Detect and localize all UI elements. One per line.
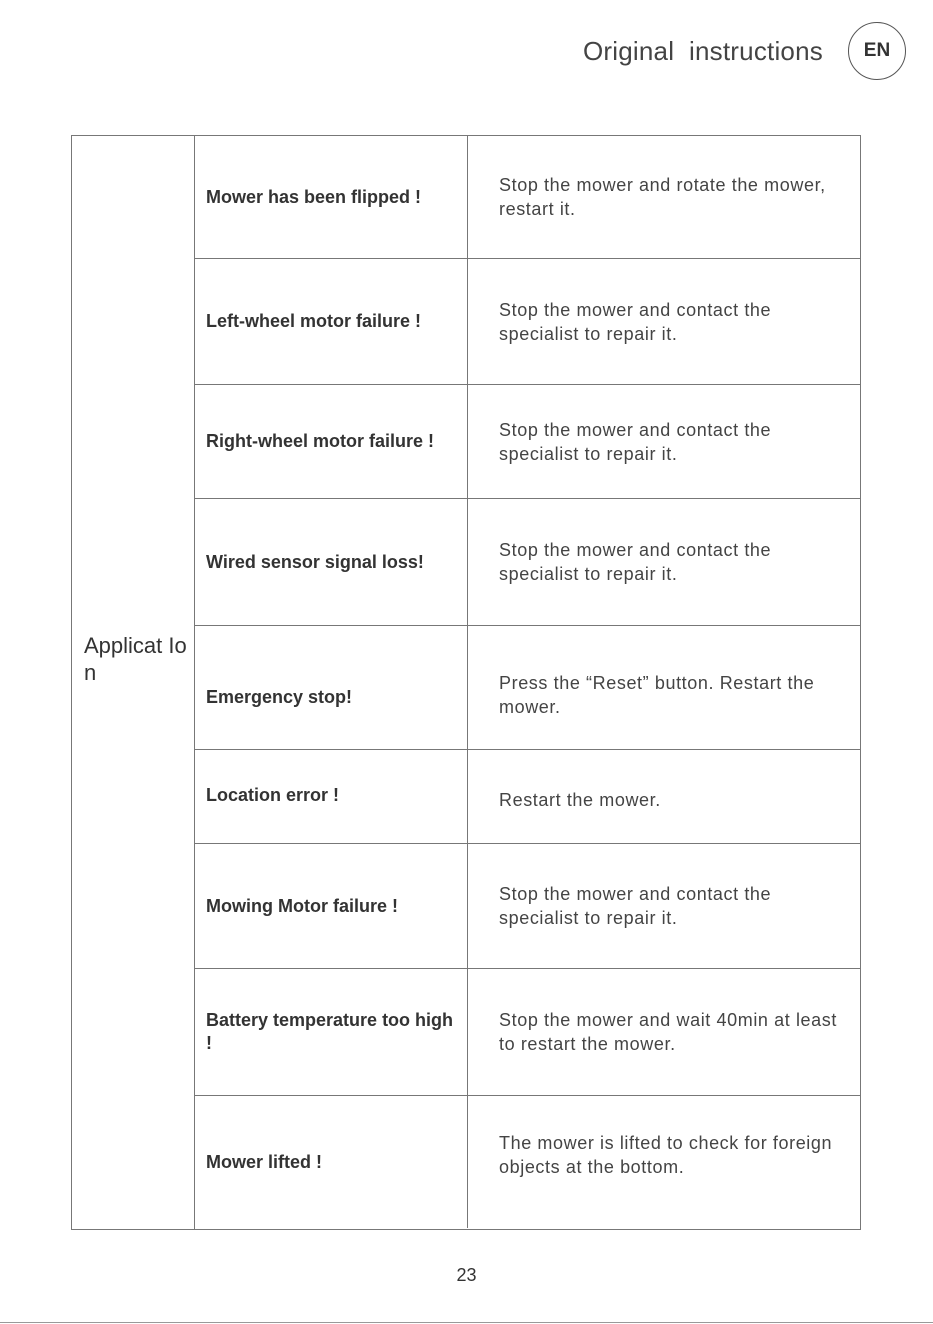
document-header-title: Original instructions <box>583 36 823 66</box>
action-cell: Restart the mower. <box>499 789 661 810</box>
action-cell: Stop the mower and contact the specialist to repair it. <box>499 419 772 464</box>
table-row <box>195 750 860 844</box>
fault-cell: Left-wheel motor failure ! <box>195 259 468 384</box>
table-row <box>195 136 860 259</box>
page-number: 23 <box>456 1265 477 1285</box>
language-badge: EN <box>848 22 906 80</box>
fault-cell: Right-wheel motor failure ! <box>195 385 468 498</box>
bottom-divider <box>0 1322 933 1323</box>
fault-cell: Mower lifted ! <box>195 1096 468 1228</box>
action-cell: Press the “Reset” button. Restart the mower. <box>499 672 815 717</box>
fault-cell: Wired sensor signal loss! <box>195 499 468 625</box>
category-column <box>72 136 195 1229</box>
table-row <box>195 499 860 626</box>
fault-cell: Emergency stop! <box>195 626 468 749</box>
table-row <box>195 626 860 750</box>
table-row <box>195 259 860 385</box>
action-cell: Stop the mower and wait 40min at least to restart the mower. <box>499 1010 837 1054</box>
troubleshooting-table <box>71 135 861 1230</box>
table-row <box>195 385 860 499</box>
action-cell: Stop the mower and rotate the mower, restart it. <box>499 175 826 219</box>
table-row <box>195 844 860 969</box>
fault-cell: Battery temperature too high ! <box>195 969 468 1095</box>
fault-cell: Mower has been flipped ! <box>195 136 468 258</box>
table-row <box>195 1096 860 1228</box>
action-cell: Stop the mower and contact the specialist to repair it. <box>499 540 772 584</box>
fault-cell: Mowing Motor failure ! <box>195 844 468 968</box>
action-cell: Stop the mower and contact the specialist to repair it. <box>499 884 772 928</box>
category-label: Applicat Ion <box>84 633 187 685</box>
action-cell: Stop the mower and contact the specialist to repair it. <box>499 299 772 344</box>
table-row <box>195 969 860 1096</box>
action-cell: The mower is lifted to check for foreign objects at the bottom. <box>499 1133 833 1177</box>
fault-cell: Location error ! <box>195 750 468 843</box>
